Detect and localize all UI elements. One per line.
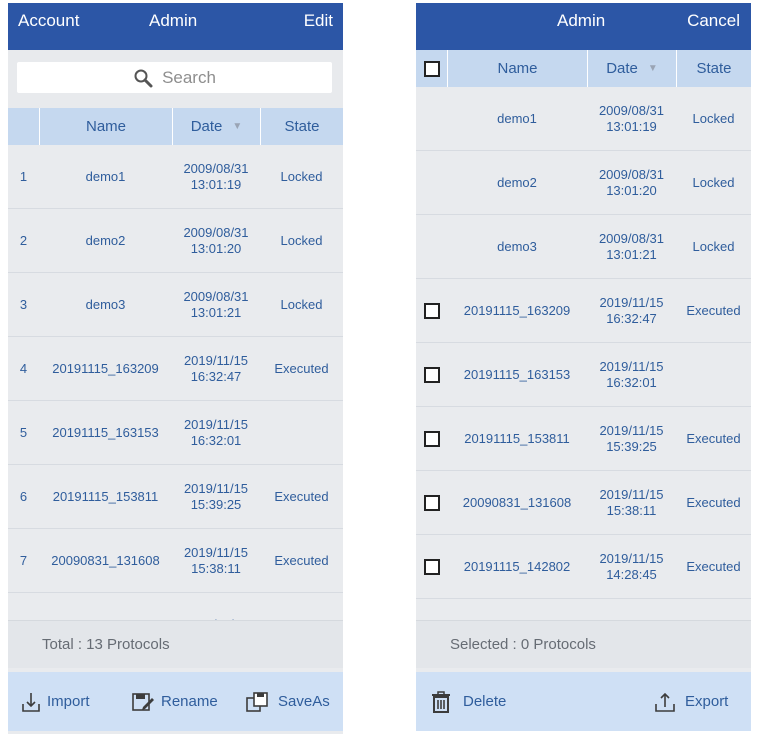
cell-index: 2 bbox=[19, 232, 28, 248]
saveas-label: SaveAs bbox=[278, 693, 330, 710]
cell-name: 20191115_163209 bbox=[52, 360, 159, 376]
table-row[interactable] bbox=[416, 215, 751, 279]
time-line: 13:01:21 bbox=[190, 304, 242, 320]
cell-date bbox=[587, 535, 676, 598]
header-date-label: Date bbox=[190, 118, 223, 135]
cell-index: 1 bbox=[19, 168, 28, 184]
cell-index: 4 bbox=[19, 360, 28, 376]
saveas-button[interactable] bbox=[246, 672, 330, 731]
header-date[interactable] bbox=[587, 50, 676, 87]
cell-state: Executed bbox=[686, 302, 741, 318]
page-title: Admin bbox=[149, 11, 198, 30]
table-row[interactable] bbox=[416, 471, 751, 535]
time-line: 16:32:47 bbox=[606, 310, 657, 326]
header-date[interactable] bbox=[172, 108, 260, 145]
cell-name: 20191115_163209 bbox=[463, 302, 571, 318]
header-state-label: State bbox=[696, 60, 732, 77]
cell-state: Locked bbox=[280, 232, 323, 248]
cell-date bbox=[587, 471, 676, 534]
cell-date bbox=[172, 273, 260, 336]
time-line: 15:38:11 bbox=[191, 560, 241, 576]
row-checkbox[interactable] bbox=[416, 279, 447, 342]
time-line: 13:01:20 bbox=[606, 182, 657, 198]
cell-date bbox=[587, 279, 676, 342]
table-row[interactable] bbox=[416, 151, 751, 215]
cell-state bbox=[260, 401, 343, 464]
protocol-list-panel bbox=[8, 3, 343, 734]
account-button[interactable]: Account bbox=[18, 11, 80, 30]
time-line: 13:01:19 bbox=[606, 118, 657, 134]
date-line: 2009/08/31 bbox=[183, 160, 249, 176]
cell-state: Locked bbox=[280, 168, 323, 184]
cancel-button[interactable]: Cancel bbox=[687, 11, 740, 30]
header-state[interactable] bbox=[260, 108, 343, 145]
rename-button[interactable] bbox=[131, 672, 218, 731]
sort-down-icon: ▼ bbox=[232, 121, 243, 132]
cell-date bbox=[172, 529, 260, 592]
cell-index: 3 bbox=[19, 296, 28, 312]
trash-icon bbox=[429, 690, 453, 714]
cell-state: Executed bbox=[686, 430, 741, 446]
cell-name: 20191115_163153 bbox=[52, 424, 159, 440]
table-row[interactable] bbox=[8, 145, 343, 209]
search-input[interactable] bbox=[17, 62, 332, 93]
cell-name: demo3 bbox=[85, 296, 126, 312]
cell-date bbox=[172, 209, 260, 272]
table-row[interactable] bbox=[8, 209, 343, 273]
date-line: 2019/11/15 bbox=[183, 480, 249, 496]
table-header bbox=[8, 108, 343, 145]
cell-date bbox=[172, 337, 260, 400]
checkbox-icon bbox=[424, 559, 440, 575]
table-row[interactable] bbox=[8, 273, 343, 337]
table-row[interactable] bbox=[416, 87, 751, 151]
search-bar bbox=[8, 50, 343, 108]
cell-date bbox=[587, 151, 676, 214]
date-line: 2019/11/15 bbox=[183, 416, 249, 432]
time-line: 13:01:20 bbox=[190, 240, 242, 256]
time-line: 13:01:19 bbox=[190, 176, 242, 192]
cell-state bbox=[676, 343, 751, 406]
checkbox-icon bbox=[424, 495, 440, 511]
date-line: 2019/11/15 bbox=[599, 422, 664, 438]
total-count: Total : 13 Protocols bbox=[42, 636, 170, 653]
cell-name: demo2 bbox=[85, 232, 126, 248]
cell-index: 6 bbox=[19, 488, 28, 504]
cell-state: Locked bbox=[692, 174, 735, 190]
header-name[interactable] bbox=[447, 50, 587, 87]
cell-state: Executed bbox=[274, 488, 329, 504]
time-line: 15:39:25 bbox=[606, 438, 657, 454]
time-line: 16:32:01 bbox=[190, 432, 242, 448]
table-header bbox=[416, 50, 751, 87]
saveas-icon bbox=[246, 691, 272, 713]
cell-name: 20191115_153811 bbox=[52, 488, 159, 504]
time-line: 16:32:47 bbox=[190, 368, 242, 384]
cell-name: 20090831_131608 bbox=[51, 552, 160, 568]
import-label: Import bbox=[47, 693, 90, 710]
cell-state: Executed bbox=[274, 552, 329, 568]
date-line: 2019/11/15 bbox=[599, 294, 664, 310]
date-line: 2019/11/15 bbox=[599, 358, 664, 374]
bottom-toolbar bbox=[416, 672, 751, 731]
select-all-checkbox[interactable] bbox=[416, 50, 447, 87]
edit-button[interactable]: Edit bbox=[303, 11, 333, 30]
cell-state: Executed bbox=[686, 494, 741, 510]
date-line: 2009/08/31 bbox=[598, 102, 665, 118]
date-line: 2009/08/31 bbox=[598, 166, 665, 182]
delete-label: Delete bbox=[463, 693, 507, 710]
header-index bbox=[8, 108, 39, 145]
header-date-label: Date bbox=[606, 60, 638, 77]
cell-name: demo1 bbox=[497, 110, 537, 126]
date-line: 2009/08/31 bbox=[598, 230, 665, 246]
cell-date bbox=[587, 407, 676, 470]
search-placeholder: Search bbox=[162, 67, 216, 87]
protocol-table bbox=[8, 145, 343, 620]
date-line: 2019/11/15 bbox=[183, 544, 249, 560]
header-state-label: State bbox=[284, 118, 320, 135]
row-checkbox[interactable] bbox=[416, 407, 447, 470]
date-line: 2019/11/15 bbox=[183, 352, 249, 368]
bottom-toolbar bbox=[8, 672, 343, 731]
cell-name: demo3 bbox=[497, 238, 537, 254]
import-button[interactable] bbox=[21, 672, 90, 731]
export-label: Export bbox=[685, 693, 729, 710]
header-name[interactable] bbox=[39, 108, 172, 145]
checkbox-icon bbox=[424, 431, 440, 447]
cell-name: demo1 bbox=[85, 168, 126, 184]
table-row[interactable] bbox=[8, 401, 343, 465]
top-bar bbox=[416, 3, 751, 50]
time-line: 15:39:25 bbox=[190, 496, 242, 512]
selected-count: Selected : 0 Protocols bbox=[450, 636, 596, 653]
cell-date bbox=[172, 465, 260, 528]
cell-name: 20191115_153811 bbox=[464, 430, 570, 446]
cell-date bbox=[587, 215, 676, 278]
table-row[interactable] bbox=[416, 535, 751, 599]
table-row[interactable] bbox=[416, 279, 751, 343]
cell-date bbox=[587, 343, 676, 406]
top-bar bbox=[8, 3, 343, 50]
time-line: 15:38:11 bbox=[606, 502, 657, 518]
delete-button[interactable] bbox=[429, 672, 506, 731]
row-checkbox bbox=[416, 87, 447, 150]
cell-state: Locked bbox=[280, 296, 323, 312]
cell-state: Locked bbox=[692, 238, 735, 254]
status-bar bbox=[8, 620, 343, 668]
cell-name: demo2 bbox=[497, 174, 537, 190]
cell-date bbox=[172, 145, 260, 208]
search-icon bbox=[133, 68, 153, 88]
protocol-edit-panel bbox=[416, 3, 751, 731]
row-checkbox bbox=[416, 151, 447, 214]
header-state[interactable] bbox=[676, 50, 751, 87]
cell-date bbox=[587, 87, 676, 150]
import-icon bbox=[21, 691, 41, 713]
time-line: 13:01:21 bbox=[606, 246, 657, 262]
status-bar bbox=[416, 620, 751, 668]
time-line: 14:28:45 bbox=[606, 566, 657, 582]
rename-icon bbox=[131, 691, 155, 713]
page-title: Admin bbox=[557, 11, 606, 30]
cell-state: Locked bbox=[692, 110, 735, 126]
table-row[interactable] bbox=[416, 407, 751, 471]
export-button[interactable] bbox=[654, 672, 728, 731]
cell-state: Executed bbox=[686, 558, 741, 574]
cell-name: 20090831_131608 bbox=[462, 494, 572, 510]
table-row[interactable] bbox=[416, 343, 751, 407]
row-checkbox[interactable] bbox=[416, 343, 447, 406]
export-icon bbox=[654, 691, 676, 713]
cell-name: 20191115_142802 bbox=[463, 558, 571, 574]
row-checkbox bbox=[416, 215, 447, 278]
time-line: 16:32:01 bbox=[606, 374, 657, 390]
row-checkbox[interactable] bbox=[416, 535, 447, 598]
header-name-label: Name bbox=[85, 118, 126, 135]
cell-index: 7 bbox=[19, 552, 28, 568]
table-row[interactable] bbox=[8, 465, 343, 529]
cell-index: 5 bbox=[19, 424, 28, 440]
table-row[interactable] bbox=[8, 529, 343, 593]
cell-name: 20191115_163153 bbox=[463, 366, 571, 382]
date-line: 2009/08/31 bbox=[183, 288, 249, 304]
table-row[interactable] bbox=[8, 337, 343, 401]
row-checkbox[interactable] bbox=[416, 471, 447, 534]
checkbox-icon bbox=[424, 367, 440, 383]
header-name-label: Name bbox=[497, 60, 538, 77]
date-line: 2019/11/15 bbox=[599, 550, 664, 566]
checkbox-icon bbox=[424, 303, 440, 319]
date-line: 2019/11/15 bbox=[599, 486, 664, 502]
protocol-table bbox=[416, 87, 751, 620]
sort-down-icon: ▼ bbox=[647, 63, 658, 74]
rename-label: Rename bbox=[161, 693, 218, 710]
cell-date bbox=[172, 401, 260, 464]
cell-state: Executed bbox=[274, 360, 329, 376]
checkbox-icon bbox=[424, 61, 440, 77]
date-line: 2009/08/31 bbox=[183, 224, 249, 240]
